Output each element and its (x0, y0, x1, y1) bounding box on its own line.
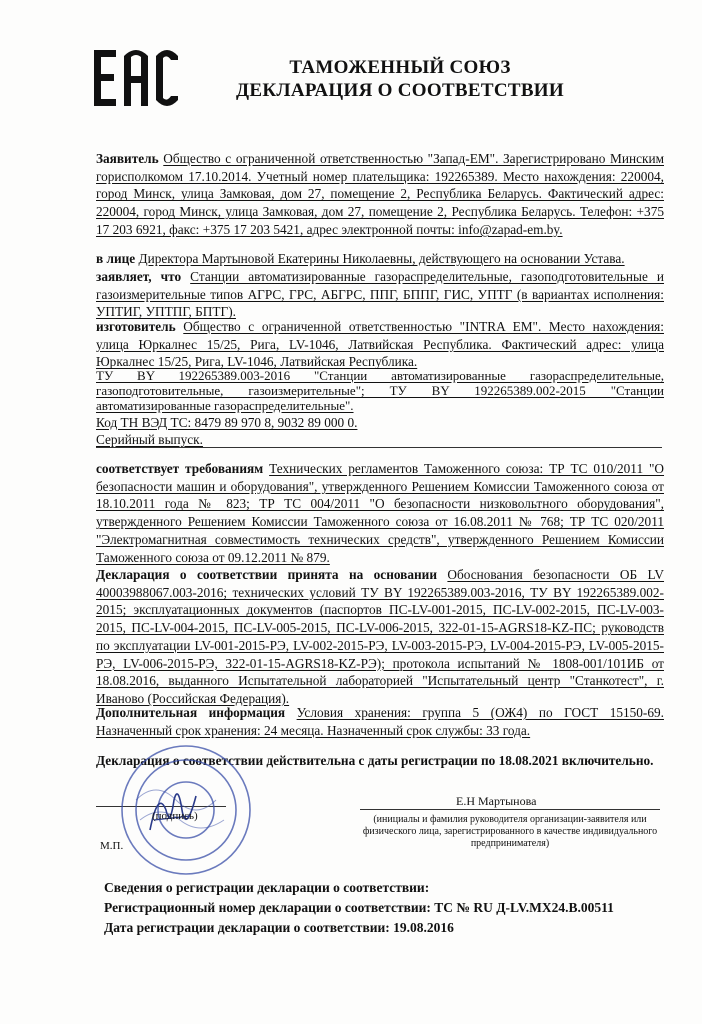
registration-date: 19.08.2016 (393, 920, 454, 935)
declares-text: Станции автоматизированные газораспределительные, газоподготовительные и газоизмерительные типов АГРС, ГРС, АБГРС, ППГ, БППГ, ГИС, УПТГ (в вариантах исполнения: УПТИГ, УПТПГ, БПТГ). (96, 269, 665, 320)
validity-text: Декларация о соответствии действительна с даты регистрации по 18.08.2021 включительно. (96, 753, 654, 768)
eac-logo (92, 48, 182, 108)
basis-label: Декларация о соответствии принята на основании (96, 567, 437, 582)
conforms-label: соответствует требованиям (96, 461, 264, 476)
registration-number-line (104, 898, 614, 918)
registration-number-label: Регистрационный номер декларации о соответствии: (104, 900, 431, 915)
registration-date-label: Дата регистрации декларации о соответствии: (104, 920, 390, 935)
additional-text: Условия хранения: группа 5 (ОЖ4) по ГОСТ 15150-69. Назначенный срок хранения: 24 месяца. Назначенный срок службы: 33 года. (96, 705, 664, 738)
person-text: Директора Мартыновой Екатерины Николаевны, действующего на основании Устава. (138, 251, 625, 266)
manufacturer-label: изготовитель (96, 319, 176, 334)
basis-text: Обоснования безопасности ОБ LV 40003988067.003-2016; технических условий ТУ BY 192265389.003-2016, ТУ BY 192265389.002-2015; эксплуатационных документов (паспортов ПС-LV-001-2015, ПС-LV-002-2015, ПС-LV-003-2015, ПС-LV-004-2015, ПС-LV-005-2015, ПС-LV-006-2015, 322-01-15-AGRS18-KZ-ПС; руководств по эксплуатации LV-001-2015-РЭ, LV-002-2015-РЭ, LV-003-2015-РЭ, LV-004-2015-РЭ, LV-005-2015-РЭ, LV-006-2015-РЭ, 322-01-15-AGRS18-KZ-РЭ); протокола испытаний № 1808-001/101ИБ от 18.08.2016, выданного Испытательной лабораторией "Испытательный центр "Станкотест", г. Иваново (Российская Федерация). (96, 567, 665, 706)
person-section (96, 250, 664, 268)
title-line-2: ДЕКЛАРАЦИЯ О СООТВЕТСТВИИ (236, 80, 564, 101)
tnved-text: Код ТН ВЭД ТС: 8479 89 970 8, 9032 89 000 0. (96, 415, 358, 430)
declares-section (96, 268, 664, 321)
declares-label: заявляет, что (96, 269, 182, 284)
title-line-1: ТАМОЖЕННЫЙ СОЮЗ (289, 57, 511, 78)
manufacturer-text: Общество с ограниченной ответственностью "INTRA EM". Место нахождения: улица Юркалнес 15/25, Рига, LV-1046, Латвийская Республика. Фактический адрес: улица Юркалнес 15/25, Рига, LV-1046, Латвийская Республика. (96, 319, 664, 370)
signatory-note: (инициалы и фамилия руководителя организации-заявителя или физического лица, зарегистрированного в качестве индивидуального предпринимателя) (362, 814, 658, 849)
tu-text: ТУ BY 192265389.003-2016 "Станции автоматизированные газораспределительные, газоподготовительные, газоизмерительные"; ТУ BY 192265389.002-2015 "Станции автоматизированные газораспределительные". (96, 368, 664, 413)
registration-date-line (104, 918, 454, 938)
additional-label: Дополнительная информация (96, 705, 286, 720)
conforms-text: Технических регламентов Таможенного союза: ТР ТС 010/2011 "О безопасности машин и оборудования", утвержденного Решением Комиссии Таможенного союза от 18.10.2011 года № 823; ТР ТС 004/2011 "О безопасности низковольтного оборудования", утвержденного Решением Комиссии Таможенного союза от 16.08.2011 № 768; ТР ТС 020/2011 "Электромагнитная совместимость технических средств", утвержденного Решением Комиссии Таможенного союза от 09.12.2011 № 879. (96, 461, 665, 565)
divider-line (96, 447, 662, 448)
tu-section (96, 368, 664, 413)
person-label: в лице (96, 251, 136, 266)
signature-caption: (подпись) (152, 810, 198, 822)
conforms-section (96, 460, 664, 566)
basis-section (96, 566, 664, 708)
applicant-label: Заявитель (96, 151, 159, 166)
registration-number: ТС № RU Д-LV.МХ24.В.00511 (434, 900, 614, 915)
applicant-section (96, 150, 664, 239)
serial-text: Серийный выпуск. (96, 432, 203, 447)
document-title (200, 56, 600, 102)
registration-heading: Сведения о регистрации декларации о соответствии: (104, 880, 430, 895)
name-line (360, 809, 660, 810)
stamp-caption: М.П. (100, 840, 124, 852)
manufacturer-section (96, 318, 664, 371)
applicant-text: Общество с ограниченной ответственностью "Запад-ЕМ". Зарегистрировано Минским горисполкомом 17.10.2014. Учетный номер плательщика: 192265389. Место нахождения: 220004, город Минск, улица Замковая, дом 27, помещение 2, Республика Беларусь. Фактический адрес: 220004, город Минск, улица Замковая, дом 27, помещение 2, Республика Беларусь. Телефон: +375 17 203 6921, факс: +375 17 203 5421, адрес электронной почты: info@zapad-em.by. (96, 151, 664, 237)
signatory-name: Е.Н Мартынова (456, 794, 537, 808)
additional-section (96, 704, 664, 739)
tnved-line (96, 414, 664, 432)
